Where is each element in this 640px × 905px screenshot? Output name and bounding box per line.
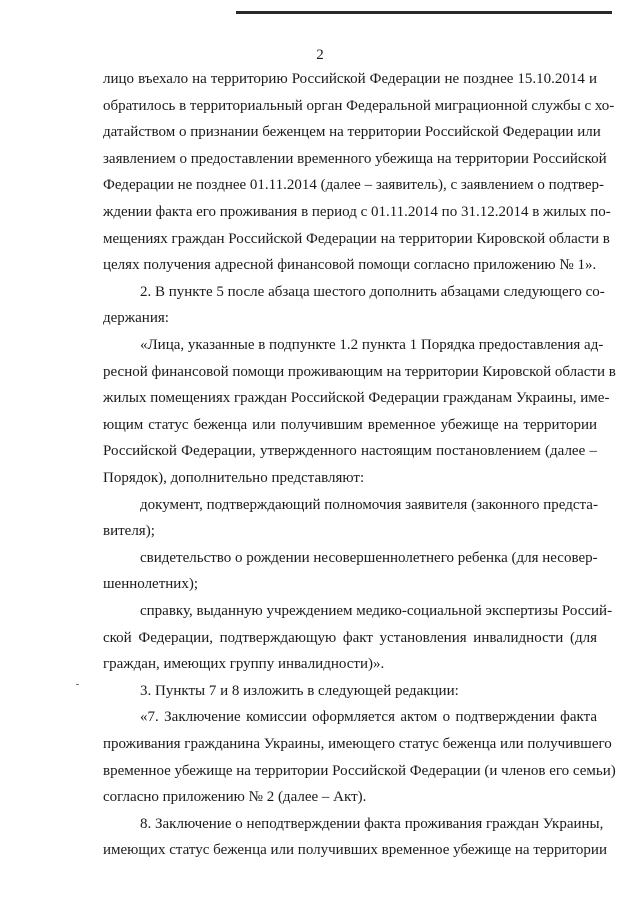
text-line: Федерации не позднее 01.11.2014 (далее – заявитель), с заявлением о подтвер- [103, 177, 605, 193]
text-line: Российской Федерации, утвержденного настоящим постановлением (далее – [103, 443, 597, 459]
text-line: «7. Заключение комиссии оформляется актом о подтверждении факта [140, 709, 597, 725]
margin-mark [76, 684, 79, 685]
text-line: справку, выданную учреждением медико-социальной экспертизы Россий- [140, 603, 613, 619]
text-line: обратилось в территориальный орган Федеральной миграционной службы с хо- [103, 98, 615, 114]
text-line: ющим статус беженца или получившим временное убежище на территории [103, 417, 597, 433]
text-line: Порядок), дополнительно представляют: [103, 470, 365, 486]
text-line: имеющих статус беженца или получивших временное убежище на территории [103, 842, 607, 858]
text-line: вителя); [103, 523, 155, 539]
text-line: временное убежище на территории Российской Федерации (и членов его семьи) [103, 763, 616, 779]
text-line: лицо въехало на территорию Российской Федерации не позднее 15.10.2014 и [103, 71, 597, 87]
text-line: проживания гражданина Украины, имеющего статус беженца или получившего [103, 736, 612, 752]
text-line: граждан, имеющих группу инвалидности)». [103, 656, 385, 672]
text-line: свидетельство о рождении несовершеннолетнего ребенка (для несовер- [140, 550, 598, 566]
text-line: 3. Пункты 7 и 8 изложить в следующей редакции: [140, 683, 459, 699]
text-line: ресной финансовой помощи проживающим на территории Кировской области в [103, 364, 616, 380]
text-line: ждении факта его проживания в период с 01.11.2014 по 31.12.2014 в жилых по- [103, 204, 611, 220]
text-line: шеннолетних); [103, 576, 198, 592]
text-line: ской Федерации, подтверждающую факт установления инвалидности (для [103, 630, 597, 646]
text-line: целях получения адресной финансовой помощи согласно приложению № 1». [103, 257, 597, 273]
text-line: согласно приложению № 2 (далее – Акт). [103, 789, 367, 805]
text-line: жилых помещениях граждан Российской Федерации гражданам Украины, име- [103, 390, 610, 406]
top-horizontal-rule [236, 11, 612, 14]
text-line: мещениях граждан Российской Федерации на территории Кировской области в [103, 231, 610, 247]
page-number: 2 [316, 47, 324, 63]
text-line: 2. В пункте 5 после абзаца шестого дополнить абзацами следующего со- [140, 284, 605, 300]
text-line: держания: [103, 310, 169, 326]
text-line: документ, подтверждающий полномочия заявителя (законного предста- [140, 497, 598, 513]
text-line: 8. Заключение о неподтверждении факта проживания граждан Украины, [140, 816, 604, 832]
text-line: заявлением о предоставлении временного убежища на территории Российской [103, 151, 607, 167]
text-line: датайством о признании беженцем на территории Российской Федерации или [103, 124, 601, 140]
text-line: «Лица, указанные в подпункте 1.2 пункта 1 Порядка предоставления ад- [140, 337, 604, 353]
